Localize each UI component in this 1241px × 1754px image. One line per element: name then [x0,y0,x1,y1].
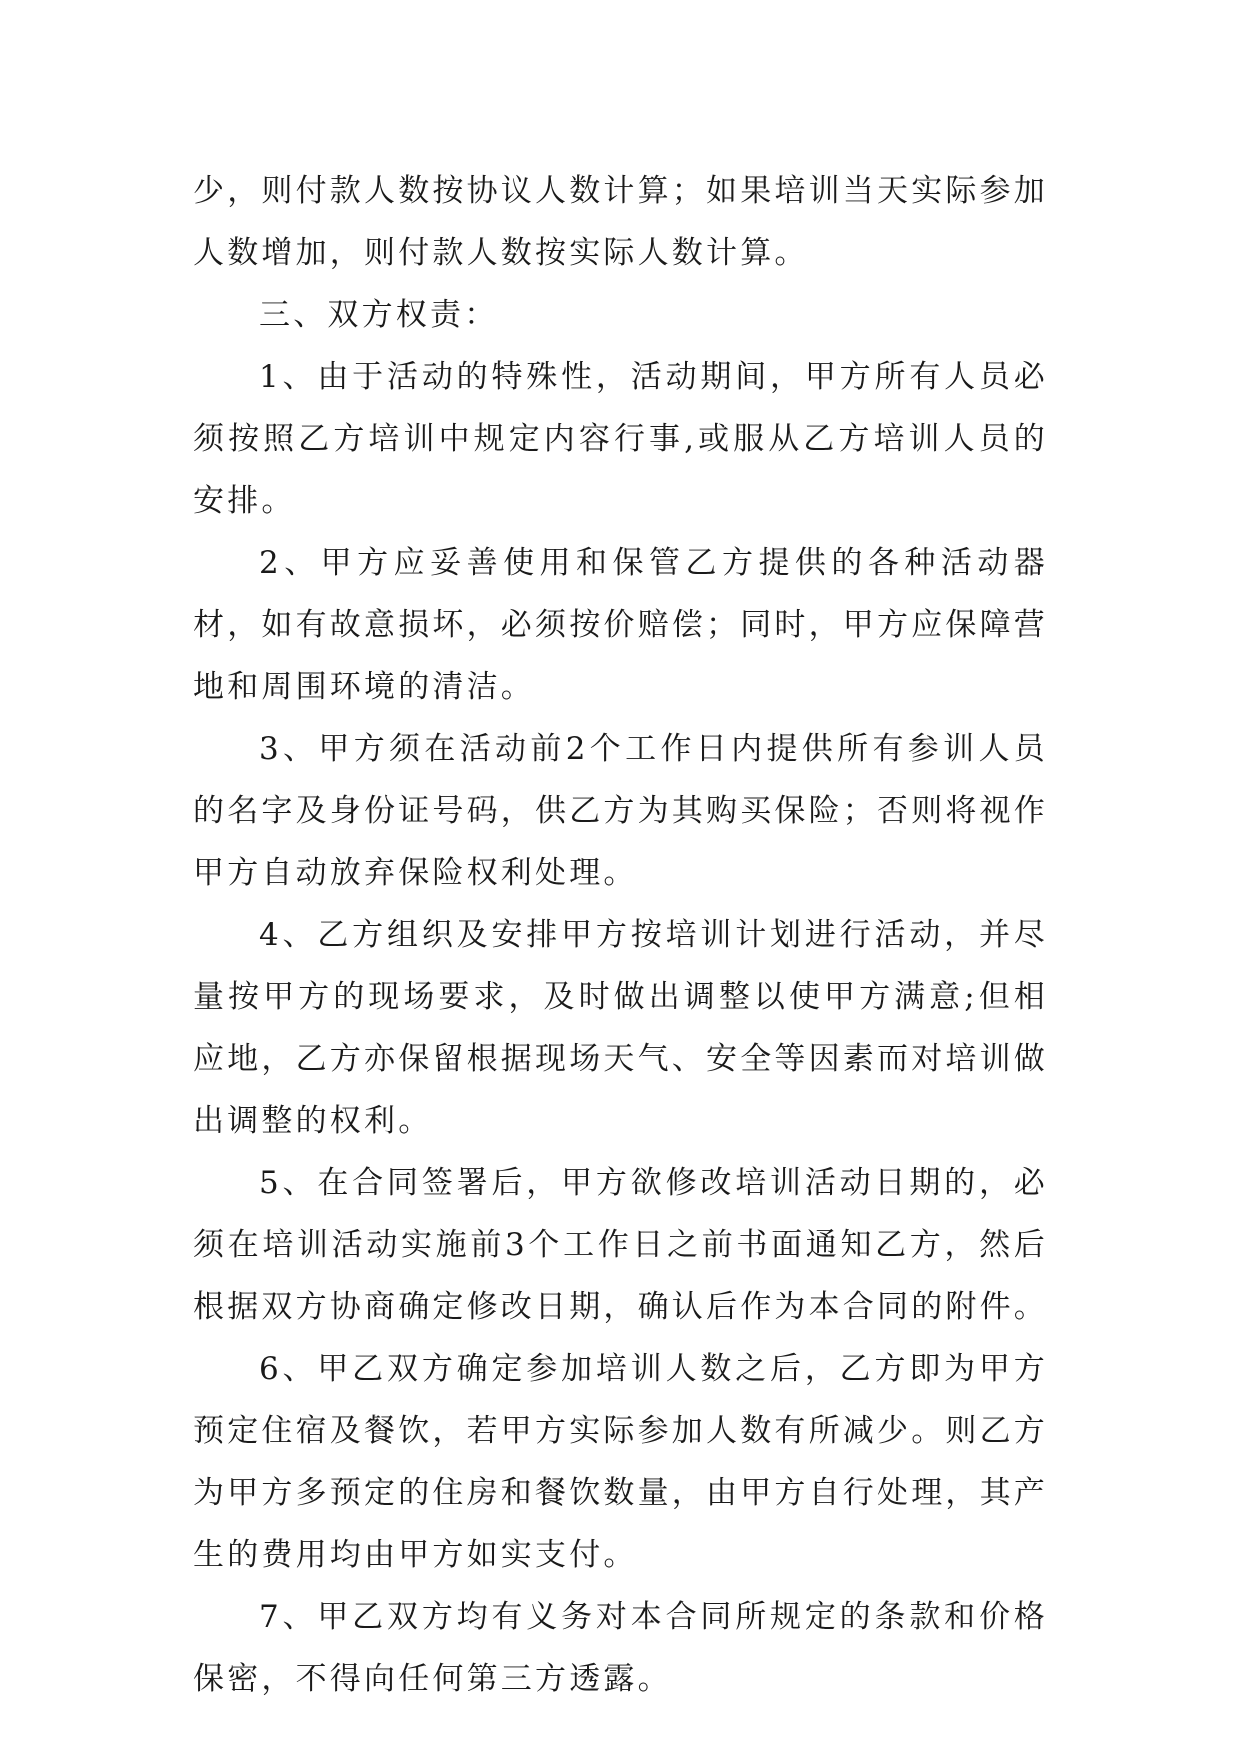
clause-3: 3、甲方须在活动前2个工作日内提供所有参训人员的名字及身份证号码，供乙方为其购买保险；否则将视作甲方自动放弃保险权利处理。 [193,731,1048,891]
paragraph-continuation: 少，则付款人数按协议人数计算；如果培训当天实际参加人数增加，则付款人数按实际人数计算。 [193,173,1048,271]
clause-1: 1、由于活动的特殊性，活动期间，甲方所有人员必须按照乙方培训中规定内容行事,或服从乙方培训人员的安排。 [193,359,1048,519]
clause-2: 2、甲方应妥善使用和保管乙方提供的各种活动器材，如有故意损坏，必须按价赔偿；同时，甲方应保障营地和周围环境的清洁。 [193,545,1048,705]
clause-4: 4、乙方组织及安排甲方按培训计划进行活动，并尽量按甲方的现场要求，及时做出调整以使甲方满意;但相应地，乙方亦保留根据现场天气、安全等因素而对培训做出调整的权利。 [193,917,1048,1139]
document-body [193,160,1048,1710]
clause-7: 7、甲乙双方均有义务对本合同所规定的条款和价格保密，不得向任何第三方透露。 [193,1599,1048,1697]
clause-5: 5、在合同签署后，甲方欲修改培训活动日期的，必须在培训活动实施前3个工作日之前书面通知乙方，然后根据双方协商确定修改日期，确认后作为本合同的附件。 [193,1165,1048,1325]
section-heading-rights: 三、双方权责： [259,297,499,333]
clause-6: 6、甲乙双方确定参加培训人数之后，乙方即为甲方预定住宿及餐饮，若甲方实际参加人数有所减少。则乙方为甲方多预定的住房和餐饮数量，由甲方自行处理，其产生的费用均由甲方如实支付。 [193,1351,1048,1573]
